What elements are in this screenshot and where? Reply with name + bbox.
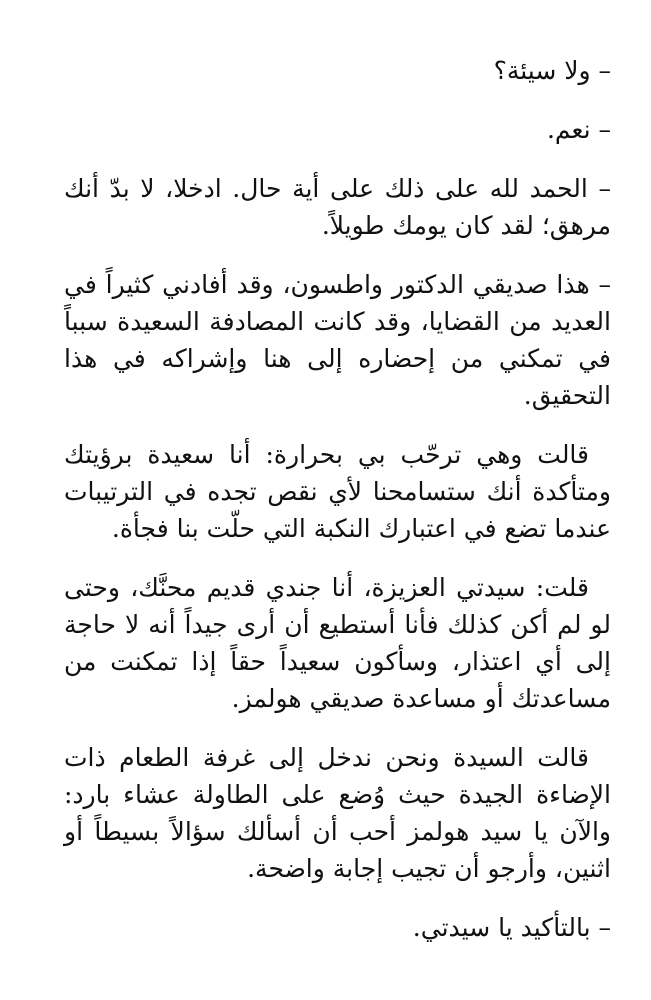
narrative-paragraph-3: قالت السيدة ونحن ندخل إلى غرفة الطعام ذات الإضاءة الجيدة حيث وُضع على الطاولة عشاء بارد: والآن يا سيد هولمز أحب أن أسألك سؤالاً بسيطاً أو اثنين، وأرجو أن تجيب إجابة واضحة. — [64, 743, 611, 883]
narrative-paragraph-2: قلت: سيدتي العزيزة، أنا جندي قديم محنَّك، وحتى لو لم أكن كذلك فأنا أستطيع أن أرى جيداً أنه لا حاجة إلى أي اعتذار، وسأكون سعيداً حقاً إذا تمكنت من مساعدتك أو مساعدة صديقي هولمز. — [64, 573, 611, 713]
dialogue-line-5: – بالتأكيد يا سيدتي. — [412, 913, 611, 942]
dialogue-line-3: – الحمد لله على ذلك على أية حال. ادخلا، لا بدّ أنك مرهق؛ لقد كان يومك طويلاً. — [64, 174, 611, 240]
dialogue-line-4: – هذا صديقي الدكتور واطسون، وقد أفادني كثيراً في العديد من القضايا، وقد كانت المصادفة السعيدة سبباً في تمكني من إحضاره إلى هنا وإشراكه في هذا التحقيق. — [64, 270, 611, 410]
dialogue-line-2: – نعم. — [546, 115, 611, 144]
narrative-paragraph-1: قالت وهي ترحّب بي بحرارة: أنا سعيدة برؤيتك ومتأكدة أنك ستسامحنا لأي نقص تجده في الترتيبات عندما تضع في اعتبارك النكبة التي حلّت بنا فجأة. — [64, 440, 611, 543]
dialogue-line-1: – ولا سيئة؟ — [493, 56, 611, 85]
